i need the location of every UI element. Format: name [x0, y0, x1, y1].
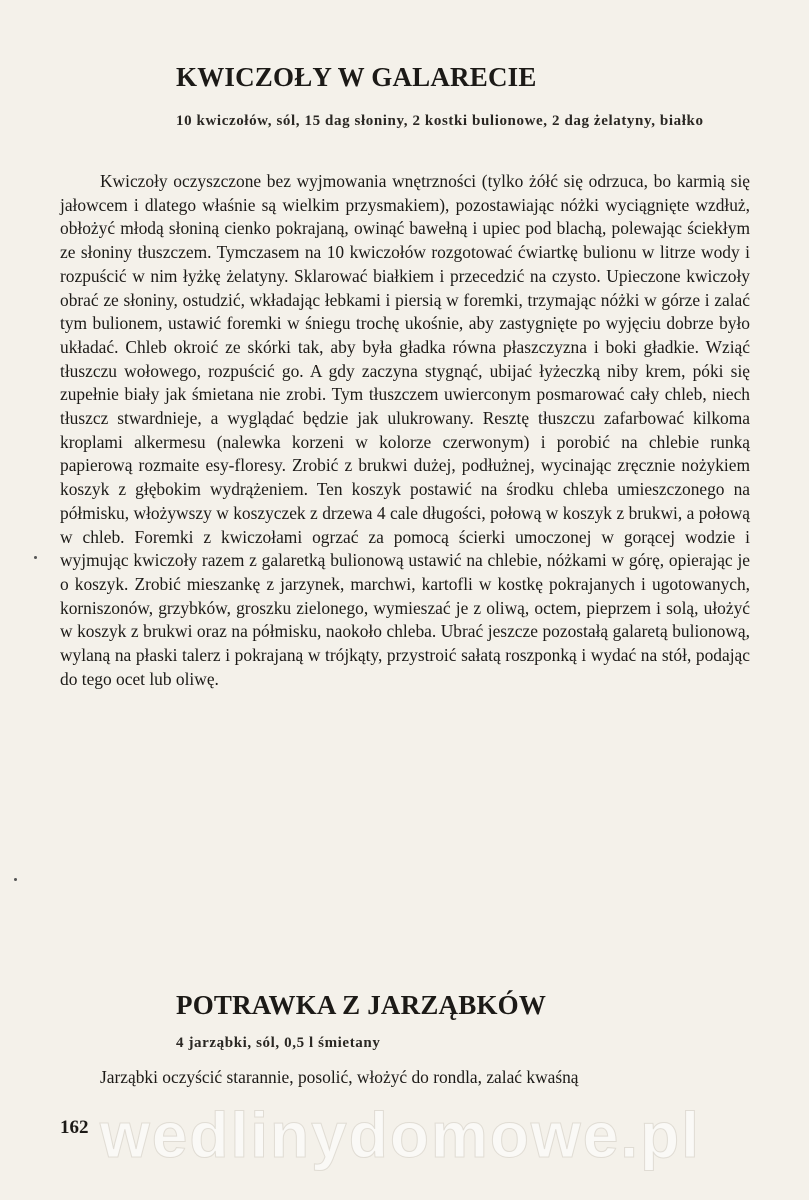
recipe-instructions: Kwiczoły oczyszczone bez wyjmowania wnętrzności (tylko żółć się odrzuca, bo karmią się jałowcem i dlatego właśnie są wielkim przysmakiem), pozostawiając nóżki wyciągnięte wzdłuż, obłożyć młodą słoniną cienko pokrajaną, owinąć bawełną i upiec pod blachą, polewając ściekłym ze słoniny tłuszczem. Tymczasem na 10 kwiczołów rozgotować ćwiartkę bulionu w litrze wody i rozpuścić w nim łyżkę żelatyny. Sklarować białkiem i przecedzić na czysto. Upieczone kwiczoły obrać ze słoniny, ostudzić, wkładając łebkami i piersią w foremki, trzymając nóżki w górze i zalać tym bulionem, ustawić foremki w śniegu trochę ukośnie, aby zastygnięte po wyjęciu dobrze było układać. Chleb okroić ze skórki tak, aby była gładka równa płaszczyzna i boki gładkie. Wziąć tłuszczu wołowego, rozpuścić go. A gdy zaczyna stygnąć, ubijać łyżeczką niby krem, póki się zupełnie biały jak śmietana nie zrobi. Tym tłuszczem uwierconym posmarować cały chleb, niech tłuszcz stwardnieje, a wyglądać będzie jak ulukrowany. Resztę tłuszczu zafarbować kilkoma kroplami alkermesu (nalewka korzeni w kolorze czerwonym) i porobić na chlebie runką papierową rozmaite esy-floresy. Zrobić z brukwi dużej, podłużnej, wycinając zręcznie nożykiem koszyk z głębokim wydrążeniem. Ten koszyk postawić na środku chleba umieszczonego na półmisku, włożywszy w koszyczek z drzewa 4 cale długości, połową w koszyk z brukwi, a połową w chleb. Foremki z kwiczołami ogrzać za pomocą ścierki umoczonej w gorącej wodzie i wyjmując kwiczoły razem z galaretką bulionową ustawić na chlebie, nóżkami w górę, opierając je o koszyk. Zrobić mieszankę z jarzynek, marchwi, kartofli w kostkę pokrajanych i ugotowanych, korniszonów, grzybków, groszku zielonego, wymieszać je z oliwą, octem, pieprzem i solą, ułożyć w koszyk z brukwi oraz na półmisku, naokoło chleba. Ubrać jeszcze pozostałą galaretą bulionową, wylaną na płaski talerz i pokrajaną w trójkąty, przystroić sałatą roszponką i wydać na stół, podając do tego ocet lub oliwę.: [60, 171, 750, 689]
scan-speck: [34, 556, 37, 559]
ingredients-list-2: 4 jarząbki, sól, 0,5 l śmietany: [176, 1035, 381, 1051]
recipe-title: KWICZOŁY W GALARECIE: [176, 62, 537, 92]
page-number: 162: [60, 1117, 89, 1138]
scan-speck: [14, 878, 17, 881]
watermark: wedlinydomowe.pl: [100, 1099, 701, 1171]
recipe-instructions-2: Jarząbki oczyścić starannie, posolić, włożyć do rondla, zalać kwaśną: [100, 1067, 579, 1087]
recipe-title-2: POTRAWKA Z JARZĄBKÓW: [176, 990, 547, 1020]
ingredients-list: 10 kwiczołów, sól, 15 dag słoniny, 2 kostki bulionowe, 2 dag żelatyny, białko: [176, 113, 704, 129]
